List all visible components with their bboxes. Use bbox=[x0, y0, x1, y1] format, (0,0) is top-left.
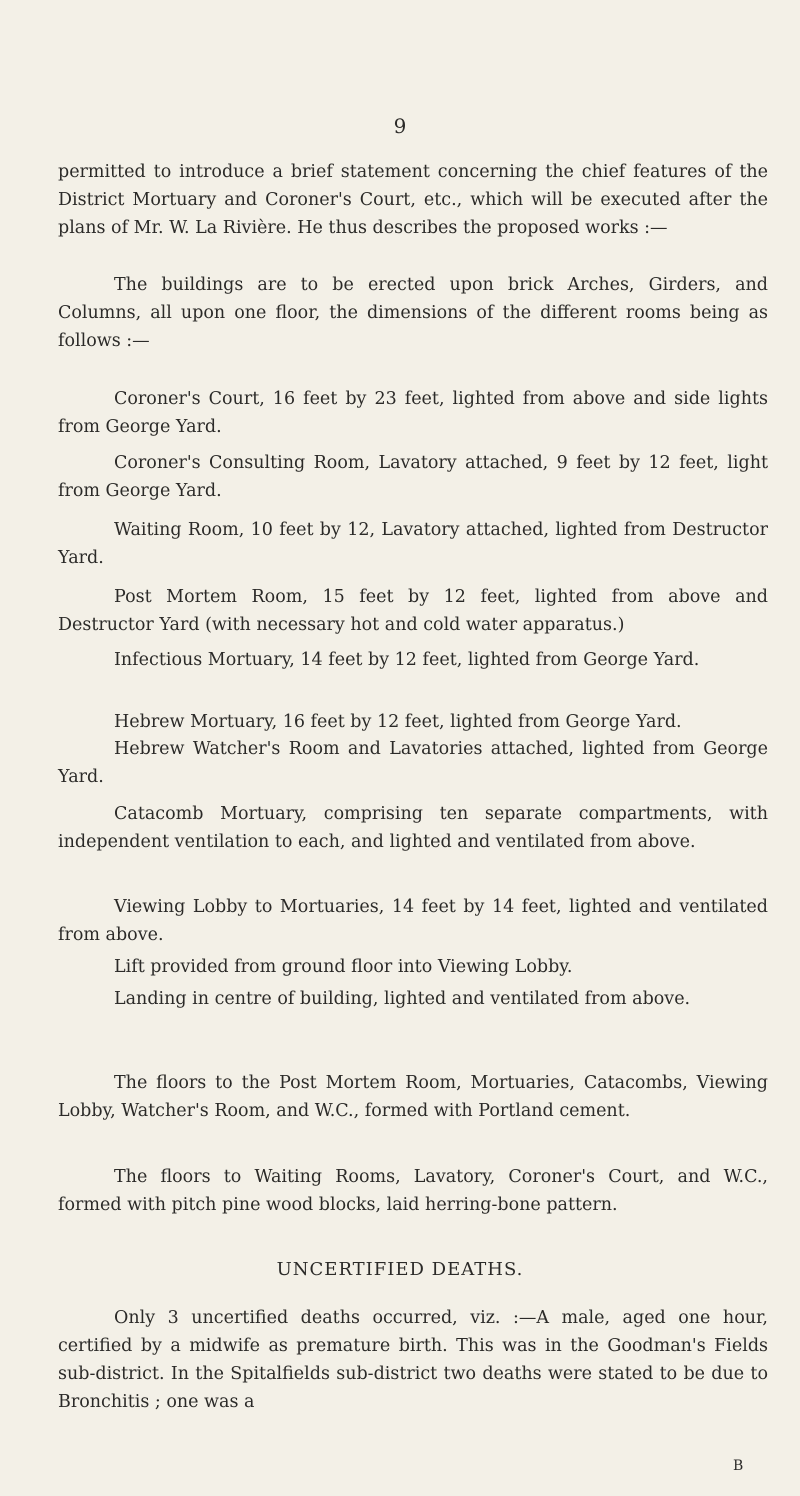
infectious-mortuary-paragraph: Infectious Mortuary, 14 feet by 12 feet, lighted from George Yard. bbox=[114, 650, 700, 670]
coroners-court-paragraph: Coroner's Court, 16 feet by 23 feet, lighted from above and side lights from George Yard. bbox=[58, 389, 768, 437]
intro-paragraph: permitted to introduce a brief statement concerning the chief features of the District Mortuary and Coroner's Court, etc., which will be executed after the plans of Mr. W. La Rivière. He thus describes the proposed works :— bbox=[58, 162, 768, 238]
buildings-description-paragraph: The buildings are to be erected upon brick Arches, Girders, and Columns, all upon one floor, the dimensions of the different rooms being as follows :— bbox=[58, 275, 768, 351]
wood-block-floors-paragraph: The floors to Waiting Rooms, Lavatory, Coroner's Court, and W.C., formed with pitch pine wood blocks, laid herring-bone pattern. bbox=[58, 1167, 768, 1215]
section-heading: UNCERTIFIED DEATHS. bbox=[276, 1259, 524, 1280]
viewing-lobby-paragraph: Viewing Lobby to Mortuaries, 14 feet by 14 feet, lighted and ventilated from above. bbox=[58, 897, 768, 945]
catacomb-mortuary-paragraph: Catacomb Mortuary, comprising ten separate compartments, with independent ventilation to each, and lighted and ventilated from above. bbox=[58, 804, 768, 852]
hebrew-watchers-room-paragraph: Hebrew Watcher's Room and Lavatories attached, lighted from George Yard. bbox=[58, 739, 768, 787]
uncertified-deaths-paragraph: Only 3 uncertified deaths occurred, viz. :—A male, aged one hour, certified by a midwife as premature birth. This was in the Goodman's Fields sub-district. In the Spitalfields sub-district two deaths were stated to be due to Bronchitis ; one was a bbox=[58, 1308, 768, 1412]
landing-paragraph: Landing in centre of building, lighted and ventilated from above. bbox=[114, 989, 691, 1009]
page-number: 9 bbox=[393, 114, 407, 138]
hebrew-mortuary-paragraph: Hebrew Mortuary, 16 feet by 12 feet, lighted from George Yard. bbox=[114, 712, 682, 732]
waiting-room-paragraph: Waiting Room, 10 feet by 12, Lavatory attached, lighted from Destructor Yard. bbox=[58, 520, 768, 568]
consulting-room-paragraph: Coroner's Consulting Room, Lavatory attached, 9 feet by 12 feet, light from George Yard. bbox=[58, 453, 768, 501]
lift-paragraph: Lift provided from ground floor into Viewing Lobby. bbox=[114, 957, 573, 977]
portland-cement-floors-paragraph: The floors to the Post Mortem Room, Mortuaries, Catacombs, Viewing Lobby, Watcher's Room, and W.C., formed with Portland cement. bbox=[58, 1073, 768, 1121]
post-mortem-room-paragraph: Post Mortem Room, 15 feet by 12 feet, lighted from above and Destructor Yard (with necessary hot and cold water apparatus.) bbox=[58, 587, 768, 635]
signature-mark: B bbox=[733, 1458, 744, 1474]
